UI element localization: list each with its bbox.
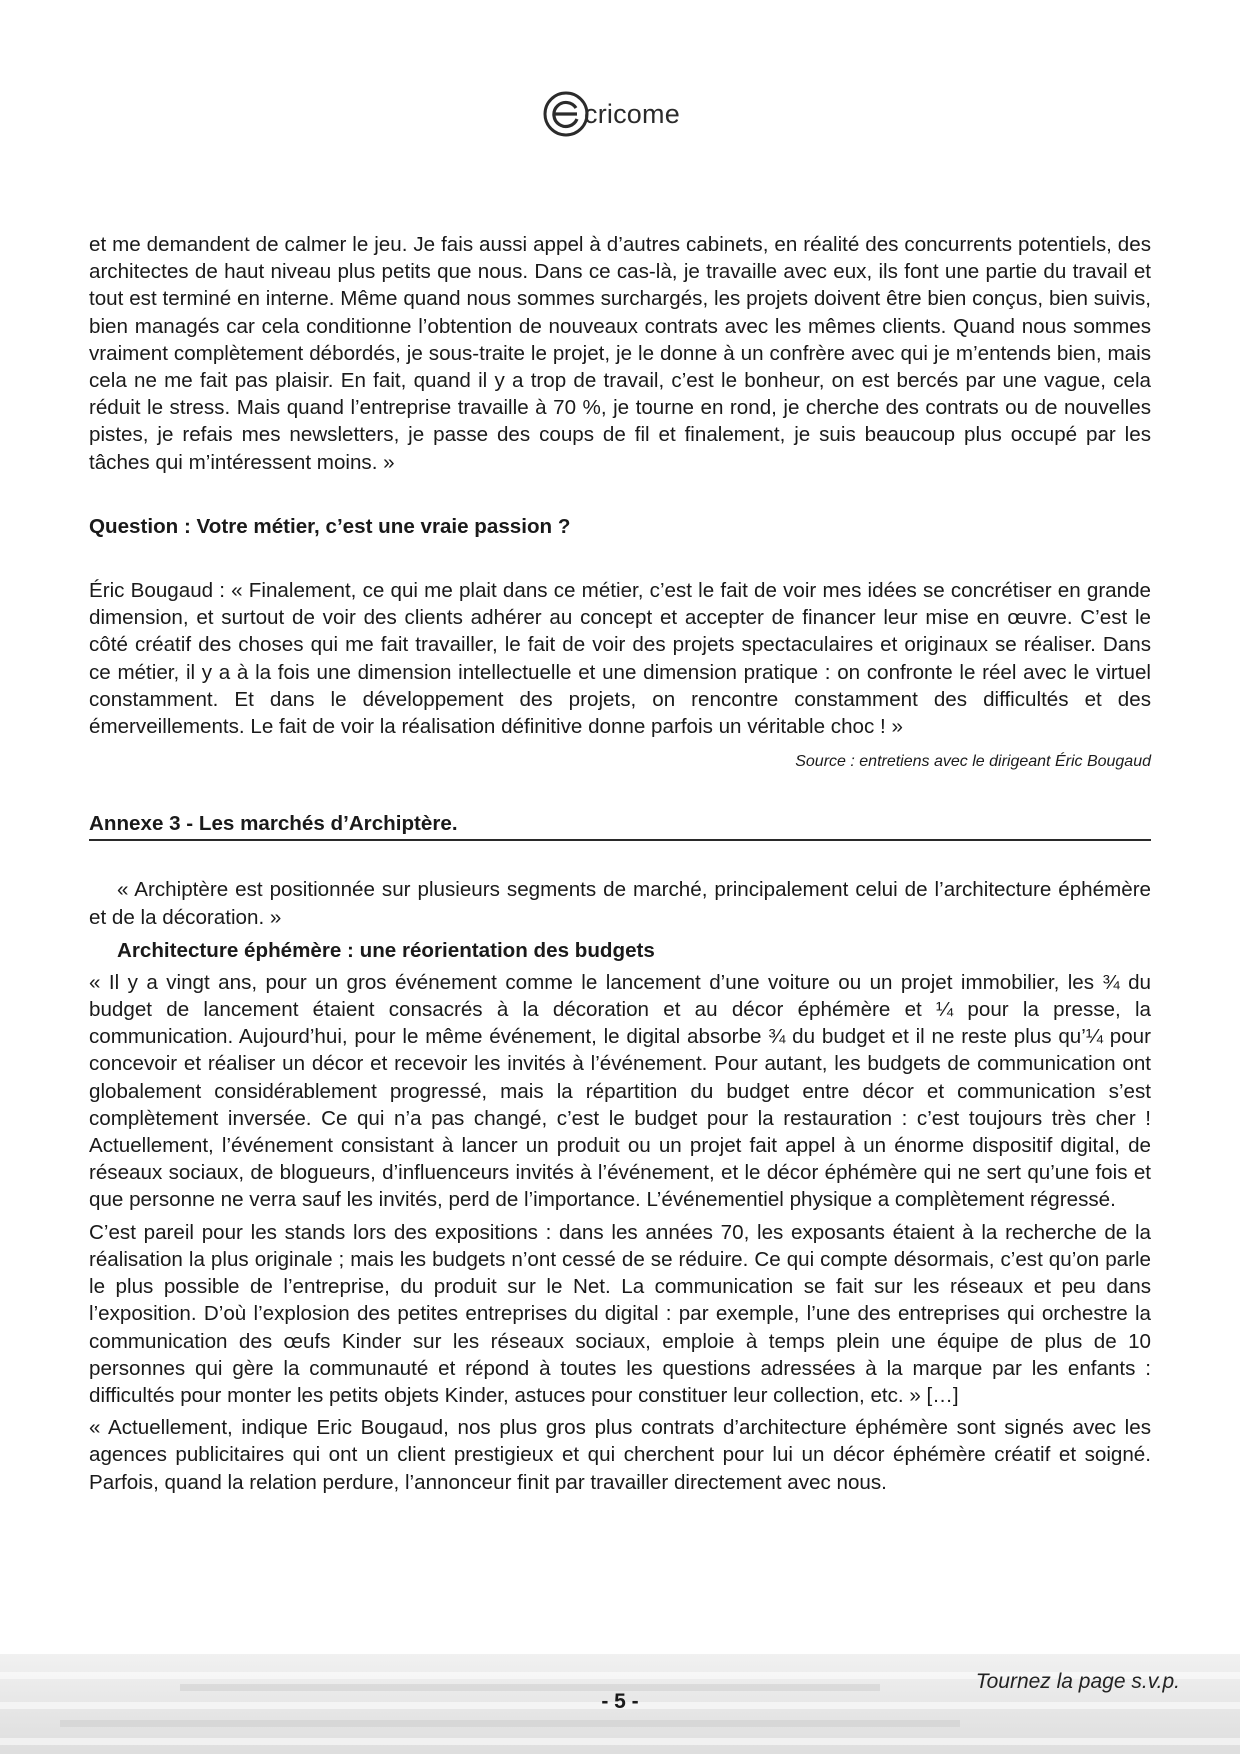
document-body [89,231,1151,1496]
interview-question: Question : Votre métier, c’est une vraie passion ? [89,514,571,538]
ecricome-logo [540,86,710,142]
annex-subheading: Architecture éphémère : une réorientation des budgets [117,938,655,962]
annex-intro: « Archiptère est positionnée sur plusieurs segments de marché, principalement celui de l’architecture éphémère et de la décoration. » [89,878,1151,929]
annex-paragraph-3: « Actuellement, indique Eric Bougaud, nos plus gros plus contrats d’architecture éphémère sont signés avec les agences publicitaires qui ont un client prestigieux et qui cherchent pour lui un décor éphémère créatif et soigné. Parfois, quand la relation perdure, l’annonceur finit par travailler directement avec nous. [89,1416,1151,1494]
footer-stripe [60,1720,960,1727]
turn-page-note: Tournez la page s.v.p. [975,1670,1180,1693]
footer-stripe [0,1738,1240,1745]
source-citation: Source : entretiens avec le dirigeant Éric Bougaud [795,753,1151,771]
page-number: - 5 - [601,1690,639,1713]
annex-title: Annexe 3 - Les marchés d’Archiptère. [89,810,1151,841]
annex-paragraph-1: « Il y a vingt ans, pour un gros événement comme le lancement d’une voiture ou un projet immobilier, les ¾ du budget de lancement étaient consacrés à la décoration et au décor éphémère et ¼ pour la presse, la communication. Aujourd’hui, pour le même événement, le digital absorbe ¾ du budget et il ne reste plus qu’¼ pour concevoir et réaliser un décor et recevoir les invités à l’événement. Pour autant, les budgets de communication ont globalement considérablement progressé, mais la répartition du budget entre décor et communication s’est complètement inversée. Ce qui n’a pas changé, c’est le budget pour la restauration : c’est toujours très cher ! Actuellement, l’événement consistant à lancer un produit ou un projet fait appel à un énorme dispositif digital, de réseaux sociaux, de blogueurs, d’influenceurs invités à l’événement, et le décor éphémère qui ne sert qu’une fois et que personne ne verra sauf les invités, perd de l’importance. L’événementiel physique a complètement régressé. [89,970,1151,1212]
annex-paragraph-2: C’est pareil pour les stands lors des expositions : dans les années 70, les exposants étaient à la recherche de la réalisation la plus originale ; mais les budgets n’ont cessé de se réduire. Ce qui compte désormais, c’est qu’on parle le plus possible de l’entreprise, du produit sur le Net. La communication se fait sur les réseaux et peu dans l’exposition. D’où l’explosion des petites entreprises du digital : par exemple, l’une des entreprises qui orchestre la communication des œufs Kinder sur les réseaux sociaux, emploie à temps plein une équipe de plus de 10 personnes qui gère la communauté et répond à toutes les questions adressées à la marque par les enfants : difficultés pour monter les petits objets Kinder, astuces pour constituer leur collection, etc. » […] [89,1220,1151,1407]
interview-answer: Éric Bougaud : « Finalement, ce qui me plait dans ce métier, c’est le fait de voir mes idées se concrétiser en grande dimension, et surtout de voir des clients adhérer au concept et accepter de financer leur mise en œuvre. C’est le côté créatif des choses qui me fait travailler, le fait de voir des projets spectaculaires et originaux se réaliser. Dans ce métier, il y a à la fois une dimension intellectuelle et une dimension pratique : on confronte le réel avec le virtuel constamment. Et dans le développement des projets, on rencontre constamment des difficultés et des émerveillements. Le fait de voir la réalisation définitive donne parfois un véritable choc ! » [89,579,1151,739]
logo-text: cricome [584,98,680,129]
continued-paragraph: et me demandent de calmer le jeu. Je fais aussi appel à d’autres cabinets, en réalité des concurrents potentiels, des architectes de haut niveau plus petits que nous. Dans ce cas-là, je travaille avec eux, ils font une partie du travail et tout est terminé en interne. Même quand nous sommes surchargés, les projets doivent être bien conçus, bien suivis, bien managés car cela conditionne l’obtention de nouveaux contrats avec les mêmes clients. Quand nous sommes vraiment complètement débordés, je sous-traite le projet, je le donne à un confrère avec qui je m’entends bien, mais cela ne me fait pas plaisir. En fait, quand il y a trop de travail, c’est le bonheur, on est bercés par une vague, cela réduit le stress. Mais quand l’entreprise travaille à 70 %, je tourne en rond, je cherche des contrats ou de nouvelles pistes, je refais mes newsletters, je passe des coups de fil et finalement, je suis beaucoup plus occupé par les tâches qui m’intéressent moins. » [89,233,1151,474]
